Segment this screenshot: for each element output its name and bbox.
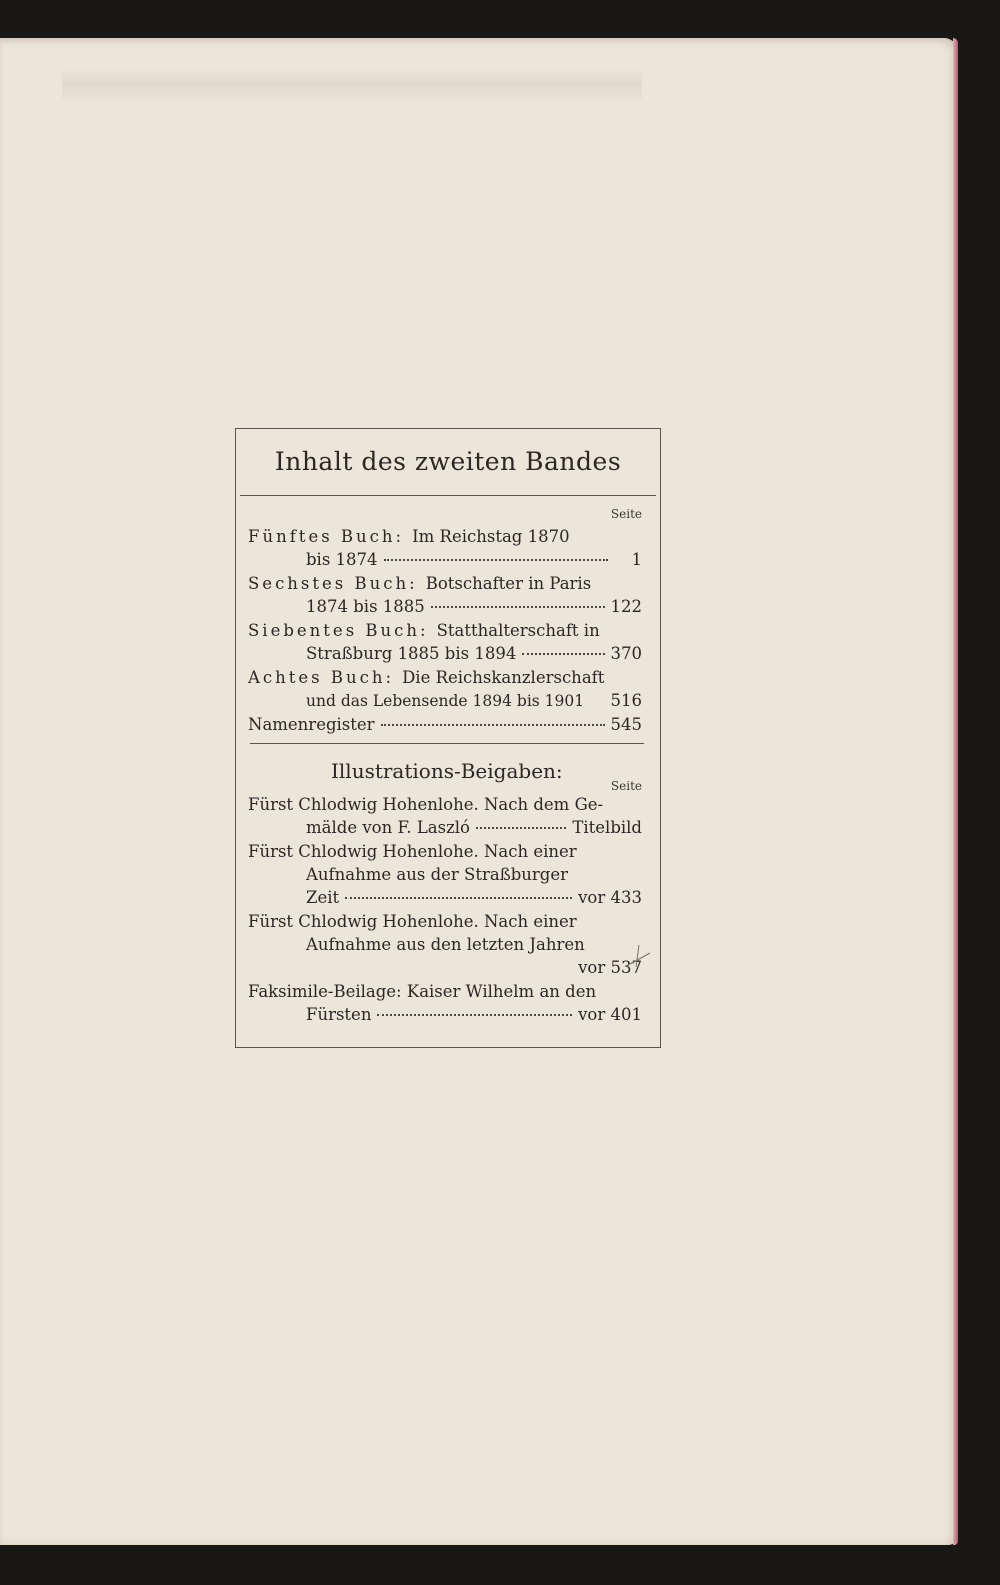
pencil-mark-icon — [624, 943, 654, 971]
illustration-entry — [248, 980, 642, 1026]
illustration-entry — [248, 910, 642, 979]
illustrations-title: Illustrations-Beigaben: — [331, 759, 563, 783]
book-subtitle: Botschafter in Paris — [425, 574, 592, 593]
book-subtitle: Statthalterschaft in — [436, 621, 600, 640]
dot-leader — [476, 827, 566, 829]
plate-location: vor 537 — [578, 958, 642, 977]
divider-top — [240, 495, 656, 496]
book-label: Achtes Buch: — [248, 668, 395, 687]
dot-leader — [522, 653, 604, 655]
illustration-caption: Fürst Chlodwig Hohenlohe. Nach dem Ge- — [248, 795, 604, 814]
book-subtitle-cont: Straßburg 1885 bis 1894 — [306, 644, 517, 663]
illustration-caption-cont: mälde von F. Laszló — [306, 818, 470, 837]
table-of-contents-box — [235, 428, 661, 1048]
book-page — [0, 38, 958, 1545]
dot-leader — [345, 897, 572, 899]
book-label: Siebentes Buch: — [248, 621, 429, 640]
book-subtitle-cont: und das Lebensende 1894 bis 1901 — [306, 692, 585, 710]
dot-leader — [431, 606, 605, 608]
illustration-caption-cont: Fürsten — [306, 1005, 372, 1024]
page-number: 516 — [610, 691, 642, 710]
page-number: 370 — [610, 644, 642, 663]
toc-title: Inhalt des zweiten Bandes — [274, 447, 622, 476]
illustration-caption-cont: Zeit — [306, 888, 340, 907]
illustration-caption: Fürst Chlodwig Hohenlohe. Nach einer — [248, 912, 577, 931]
ink-offset-shadow — [62, 68, 642, 102]
toc-entry-book-5 — [248, 525, 642, 571]
book-subtitle: Die Reichskanzlerschaft — [402, 668, 605, 687]
dot-leader — [384, 559, 608, 561]
toc-entry-book-7 — [248, 619, 642, 665]
page-number: 122 — [610, 597, 642, 616]
dot-leader — [377, 1014, 572, 1016]
plate-location: vor 433 — [578, 888, 642, 907]
page-number: 1 — [631, 550, 642, 569]
illustration-entry — [248, 840, 642, 909]
toc-entry-book-6 — [248, 572, 642, 618]
illustration-caption: Fürst Chlodwig Hohenlohe. Nach einer — [248, 842, 577, 861]
illustration-caption-cont: Aufnahme aus den letzten Jahren — [306, 935, 585, 954]
index-label: Namenregister — [248, 715, 375, 734]
book-subtitle: Im Reichstag 1870 — [412, 527, 570, 546]
divider-middle — [250, 743, 644, 744]
plate-location: Titelbild — [572, 818, 642, 837]
page-column-label: Seite — [610, 507, 642, 521]
book-subtitle-cont: 1874 bis 1885 — [306, 597, 425, 616]
toc-entry-name-index — [248, 713, 642, 736]
book-label: Sechstes Buch: — [248, 574, 418, 593]
plate-location: vor 401 — [578, 1005, 642, 1024]
toc-entry-book-8 — [248, 666, 642, 713]
book-label: Fünftes Buch: — [248, 527, 405, 546]
book-subtitle-cont: bis 1874 — [306, 550, 378, 569]
page-edge — [953, 38, 958, 1545]
dot-leader — [381, 724, 605, 726]
illustration-caption-cont: Aufnahme aus der Straßburger — [306, 865, 569, 884]
page-number: 545 — [610, 715, 642, 734]
page-column-label: Seite — [610, 779, 642, 793]
illustration-caption: Faksimile-Beilage: Kaiser Wilhelm an den — [248, 982, 597, 1001]
illustration-entry — [248, 793, 642, 839]
